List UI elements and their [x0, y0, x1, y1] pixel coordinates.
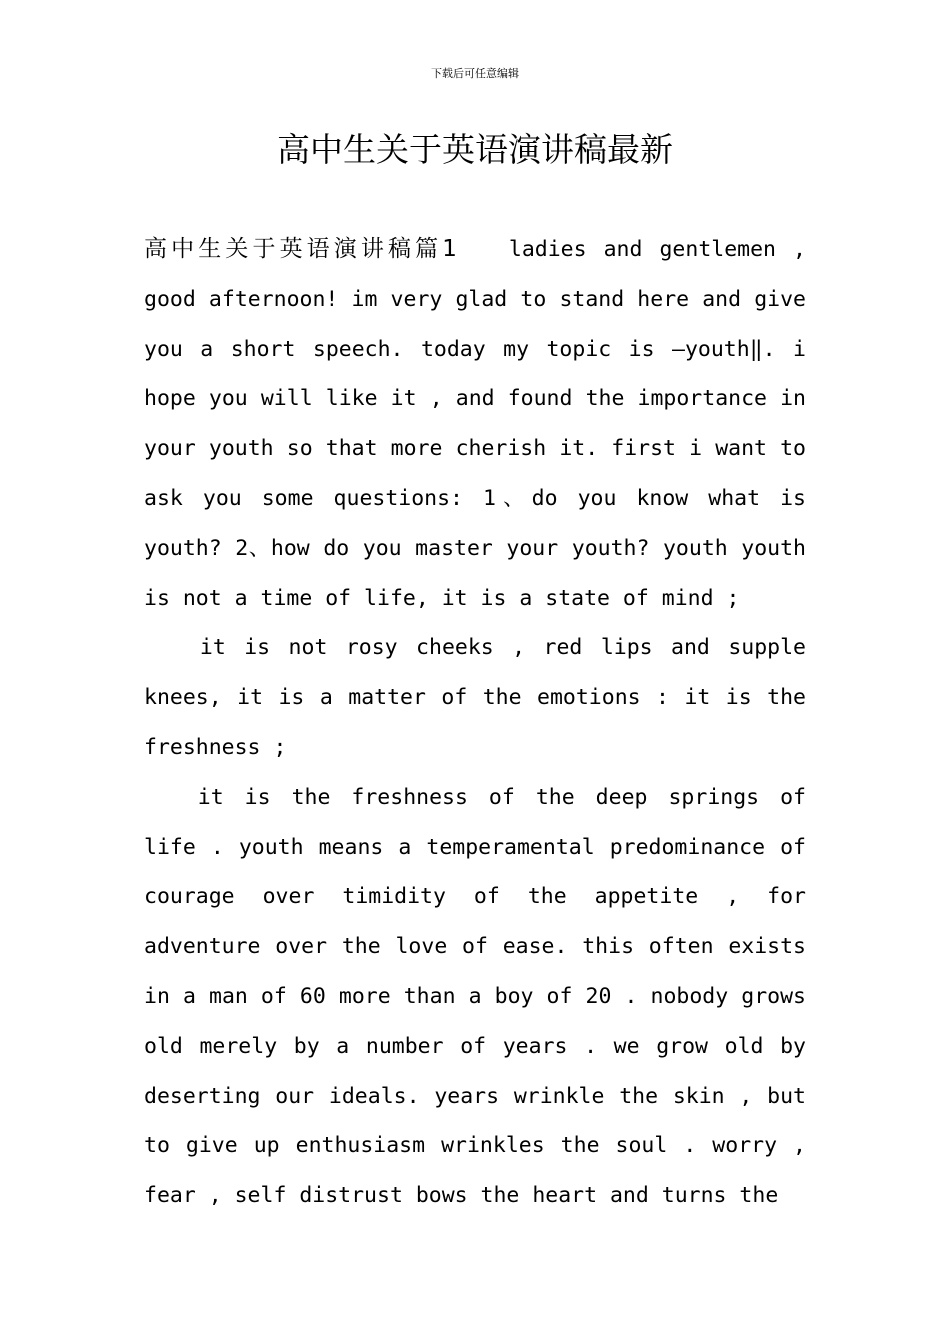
paragraph-1	[144, 225, 806, 623]
document-title: 高中生关于英语演讲稿最新	[277, 130, 673, 169]
paragraph-text: it is not rosy cheeks , red lips and supple knees, it is a matter of the emotions : it is the freshness ;	[144, 635, 806, 760]
paragraph-text: it is the freshness of the deep springs of life . youth means a temperamental predominance of courage over timidity of the appetite , for adventure over the love of ease. this often exists in a man of 60 more than a boy of 20 . nobody grows old merely by a number of years . we grow old by deserting our ideals. years wrinkle the skin , but to give up enthusiasm wrinkles the soul . worry , fear , self distrust bows the heart and turns the	[144, 784, 806, 1209]
paragraph-3	[144, 773, 806, 1221]
paragraph-2	[144, 623, 806, 772]
section-heading: 高中生关于英语演讲稿篇1	[144, 236, 457, 262]
header-note: 下载后可任意编辑	[431, 67, 519, 80]
paragraph-text: ladies and gentlemen , good afternoon! im very glad to stand here and give you a short speech. today my topic is ―youth‖. i hope you will like it , and found the importance in your youth so that more cherish it. first i want to ask you some questions: 1、do you know what is youth? 2、how do you master your youth? youth youth is not a time of life, it is a state of mind ;	[144, 237, 806, 611]
document-body	[144, 225, 806, 1221]
